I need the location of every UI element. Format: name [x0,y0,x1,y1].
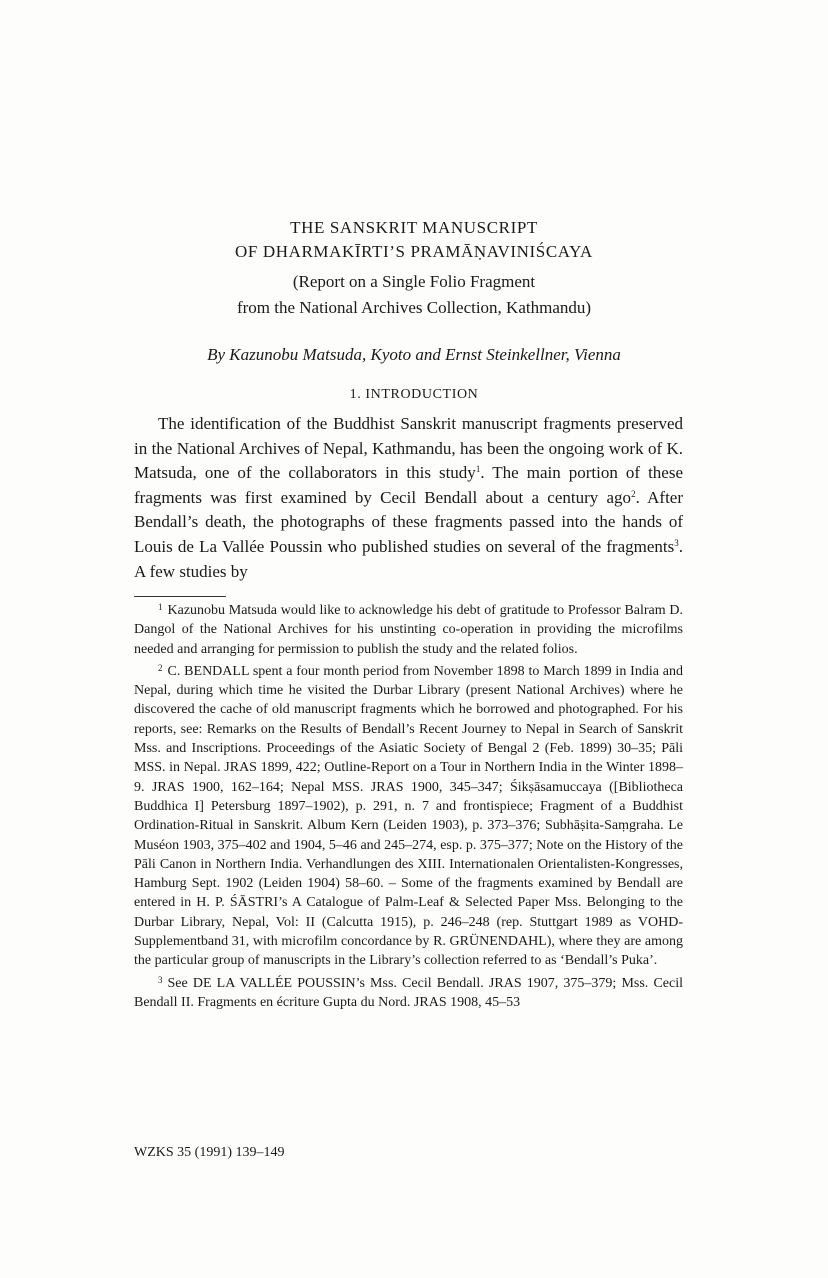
title-line-2: OF DHARMAKĪRTI’S PRAMĀṆAVINIŚCAYA [235,242,593,261]
footnotes [134,598,683,1012]
footnote-ref-1: 1 [475,464,481,475]
intro-body [134,412,683,584]
intro-text-3: . After Bendall’s death, the photographs of these fragments passed into the hands of Louis de La Vallée Poussin who published studies on several of the fragments [134,487,684,556]
intro-text-4: . A few studies by [134,536,683,581]
intro-text-2: . The main portion of these fragments was first examined by Cecil Bendall about a century ago [134,463,683,507]
footnote-rule [134,596,226,597]
footnote-number: 3 [158,974,163,985]
footnote-text: C. BENDALL spent a four month period from November 1898 to March 1899 in India and Nepal, during which time he visited the Durbar Library (present National Archives) where he discovered the cache of old manuscript fragments which he borrowed and photographed. For his reports, see: Remarks on the Results of Bendall’s Recent Journey to Nepal in Search of Sanskrit Mss. and Inscriptions. Proceedings of the Asiatic Society of Bengal 2 (Feb. 1899) 30–35; Pāli MSS. in Nepal. JRAS 1899, 422; Outline-Report on a Tour in Northern India in the Winter 1898–9. JRAS 1900, 162–164; Nepal MSS. JRAS 1900, 345–347; Śikṣāsamuccaya ([Bibliotheca Buddhica I] Petersburg 1897–1902), p. 291, n. 7 and frontispiece; Fragment of a Buddhist Ordination-Ritual in Sanskrit. Album Kern (Leiden 1903), p. 373–376; Subhāṣita-Saṃgraha. Le Muséon 1903, 375–402 and 1904, 5–46 and 245–274, esp. p. 375–377; Note on the History of the Pāli Canon in Northern India. Verhandlungen des XIII. Internationalen Orientalisten-Kongresses, Hamburg Sept. 1902 (Leiden 1904) 58–60. – Some of the fragments examined by Bendall are entered in H. P. ŚĀSTRI’s A Catalogue of Palm-Leaf & Selected Paper Mss. Belonging to the Durbar Library, Nepal, Vol: II (Calcutta 1915), p. 246–248 (rep. Stuttgart 1989 as VOHD-Supplementband 31, with microfilm concordance by R. GRÜNENDAHL), where they are among the particular group of manuscripts in the Library’s collection referred to as ‘Bendall’s Puka’. [134,663,683,969]
subtitle-line-1: (Report on a Single Folio Fragment [292,272,536,291]
footnote-ref-2: 2 [631,488,636,499]
footnote-2 [134,659,683,971]
footnote-text: Kazunobu Matsuda would like to acknowledge his debt of gratitude to Professor Balram D. Dangol of the National Archives for his unstinting co-operation in providing the microfilms needed and arranging for permission to publish the study and the related folios. [134,603,683,657]
section-heading: 1. INTRODUCTION [349,387,479,402]
subtitle-line-2: from the National Archives Collection, Kathmandu) [236,298,592,317]
footnote-text: See DE LA VALLÉE POUSSIN’s Mss. Cecil Bendall. JRAS 1907, 375–379; Mss. Cecil Bendall II. Fragments en écriture Gupta du Nord. JRAS 1908, 45–53 [134,975,683,1010]
footnote-ref-3: 3 [674,537,679,548]
authors-line: By Kazunobu Matsuda, Kyoto and Ernst Steinkellner, Vienna [207,345,621,364]
intro-paragraph [134,412,683,584]
footnote-number: 1 [158,602,163,612]
footnote-3 [134,971,683,1013]
title-line-1: THE SANSKRIT MANUSCRIPT [290,218,538,237]
footnote-number: 2 [158,662,163,673]
intro-text-1: The identification of the Buddhist Sanskrit manuscript fragments preserved in the National Archives of Nepal, Kathmandu, has been the ongoing work of K. Matsuda, one of the collaborators in this study [134,414,683,483]
journal-footer: WZKS 35 (1991) 139–149 [134,1145,285,1160]
footnote-1 [134,598,683,659]
